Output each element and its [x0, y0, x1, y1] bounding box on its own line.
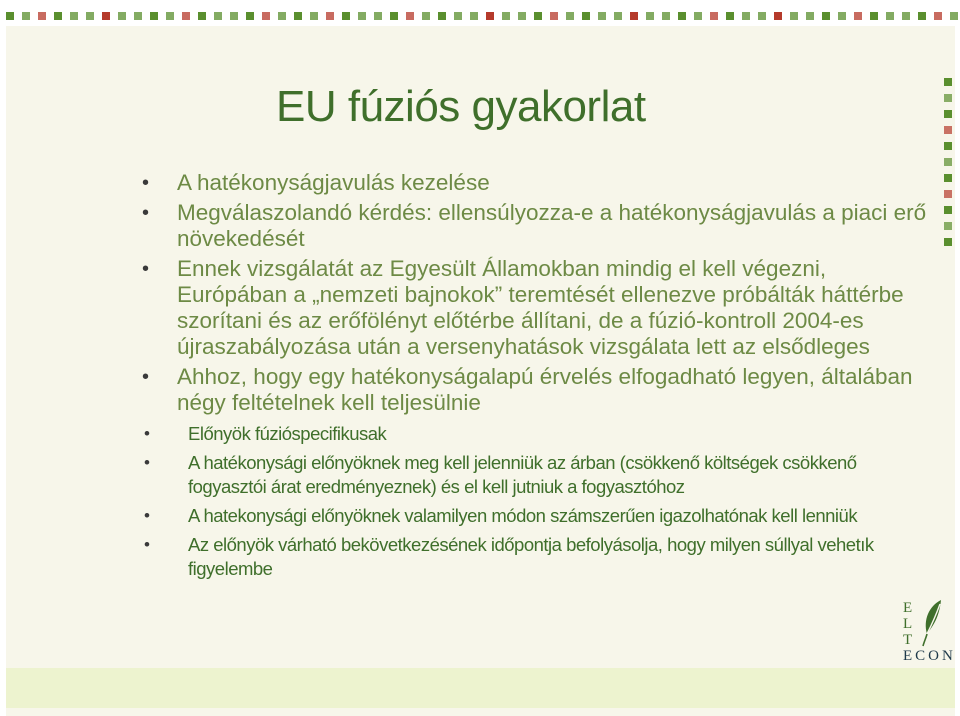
decorative-square [944, 158, 952, 166]
logo-econ-text: ECON [903, 648, 956, 664]
decorative-square [944, 110, 952, 118]
decorative-square [944, 206, 952, 214]
logo-letter: T [903, 632, 913, 648]
decorative-square [534, 12, 542, 20]
decorative-square [438, 12, 446, 20]
decorative-square [118, 12, 126, 20]
decorative-square [662, 12, 670, 20]
decorative-square [710, 12, 718, 20]
decorative-square [742, 12, 750, 20]
decorative-square [406, 12, 414, 20]
decorative-square [150, 12, 158, 20]
decorative-square [470, 12, 478, 20]
decorative-square [518, 12, 526, 20]
decorative-square [582, 12, 590, 20]
decorative-square [944, 126, 952, 134]
decorative-square [38, 12, 46, 20]
decorative-square [944, 142, 952, 150]
decorative-square [790, 12, 798, 20]
decorative-square [944, 94, 952, 102]
decorative-square [134, 12, 142, 20]
decorative-square [934, 12, 942, 20]
decorative-square [944, 238, 952, 246]
bullet-text: Ahhoz, hogy egy hatékonyságalapú érvelés elfogadható legyen, általában négy feltételnek kell teljesülnie [177, 364, 913, 415]
decorative-square [774, 12, 782, 20]
decorative-square [6, 12, 14, 20]
decorative-square [918, 12, 926, 20]
sub-bullet-item: • A hatékonysági előnyöknek meg kell jelenniük az árban (csökkenő költségek csökkenő fogyasztói árat eredményeznek) és el kell jutniuk a fogyasztóhoz [144, 451, 932, 499]
sub-bullet-item: • Előnyök fúzióspecifikusak [144, 422, 932, 446]
decorative-square [86, 12, 94, 20]
decorative-square [944, 190, 952, 198]
sub-bullet-list [144, 422, 932, 581]
decorative-square-band-right [944, 78, 960, 258]
decorative-square [294, 12, 302, 20]
decorative-square [630, 12, 638, 20]
decorative-square [822, 12, 830, 20]
decorative-square [944, 222, 952, 230]
decorative-square [374, 12, 382, 20]
decorative-square [950, 12, 958, 20]
decorative-square [230, 12, 238, 20]
decorative-square-band-top [6, 12, 936, 26]
leaf-icon [921, 598, 947, 648]
decorative-square [694, 12, 702, 20]
decorative-square [278, 12, 286, 20]
decorative-square [310, 12, 318, 20]
decorative-square [614, 12, 622, 20]
decorative-square [944, 78, 952, 86]
decorative-square [102, 12, 110, 20]
decorative-square [166, 12, 174, 20]
decorative-square [870, 12, 878, 20]
decorative-square [390, 12, 398, 20]
bullet-item: • Megválaszolandó kérdés: ellensúlyozza-e a hatékonyságjavulás a piaci erő növekedését [142, 200, 932, 252]
decorative-square [22, 12, 30, 20]
logo-letter: E [903, 600, 913, 616]
decorative-square [502, 12, 510, 20]
decorative-square [944, 174, 952, 182]
decorative-square [358, 12, 366, 20]
bullet-list [142, 170, 932, 586]
decorative-square [198, 12, 206, 20]
decorative-square [246, 12, 254, 20]
decorative-square [454, 12, 462, 20]
decorative-square [646, 12, 654, 20]
decorative-square [486, 12, 494, 20]
footer-bar [6, 668, 955, 708]
bullet-item: • A hatékonyságjavulás kezelése [142, 170, 932, 196]
slide-title: EU fúziós gyakorlat [276, 82, 646, 131]
decorative-square [886, 12, 894, 20]
bullet-item: • Ennek vizsgálatát az Egyesült Államokban mindig el kell végezni, Európában a „nemzeti bajnokok” teremtését ellenezve próbálták háttérbe szorítani és az erőfölényt előtérbe állítani, de a fúzió-kontroll 2004-es újraszabályozása után a versenyhatások vizsgálata lett az elsődleges [142, 256, 932, 360]
decorative-square [550, 12, 558, 20]
logo-letter: L [903, 616, 913, 632]
decorative-square [806, 12, 814, 20]
decorative-square [182, 12, 190, 20]
decorative-square [838, 12, 846, 20]
decorative-square [854, 12, 862, 20]
decorative-square [70, 12, 78, 20]
decorative-square [598, 12, 606, 20]
decorative-square [342, 12, 350, 20]
sub-bullet-item: • Az előnyök várható bekövetkezésének időpontja befolyásolja, hogy milyen súllyal vehetık figyelembe [144, 533, 932, 581]
decorative-square [326, 12, 334, 20]
decorative-square [262, 12, 270, 20]
decorative-square [726, 12, 734, 20]
decorative-square [678, 12, 686, 20]
decorative-square [566, 12, 574, 20]
elte-econ-logo [903, 598, 959, 668]
decorative-square [902, 12, 910, 20]
bullet-item [142, 364, 932, 581]
decorative-square [54, 12, 62, 20]
decorative-square [214, 12, 222, 20]
sub-bullet-item: • A hatekonysági előnyöknek valamilyen módon számszerűen igazolhatónak kell lenniük [144, 504, 932, 528]
decorative-square [422, 12, 430, 20]
decorative-square [758, 12, 766, 20]
